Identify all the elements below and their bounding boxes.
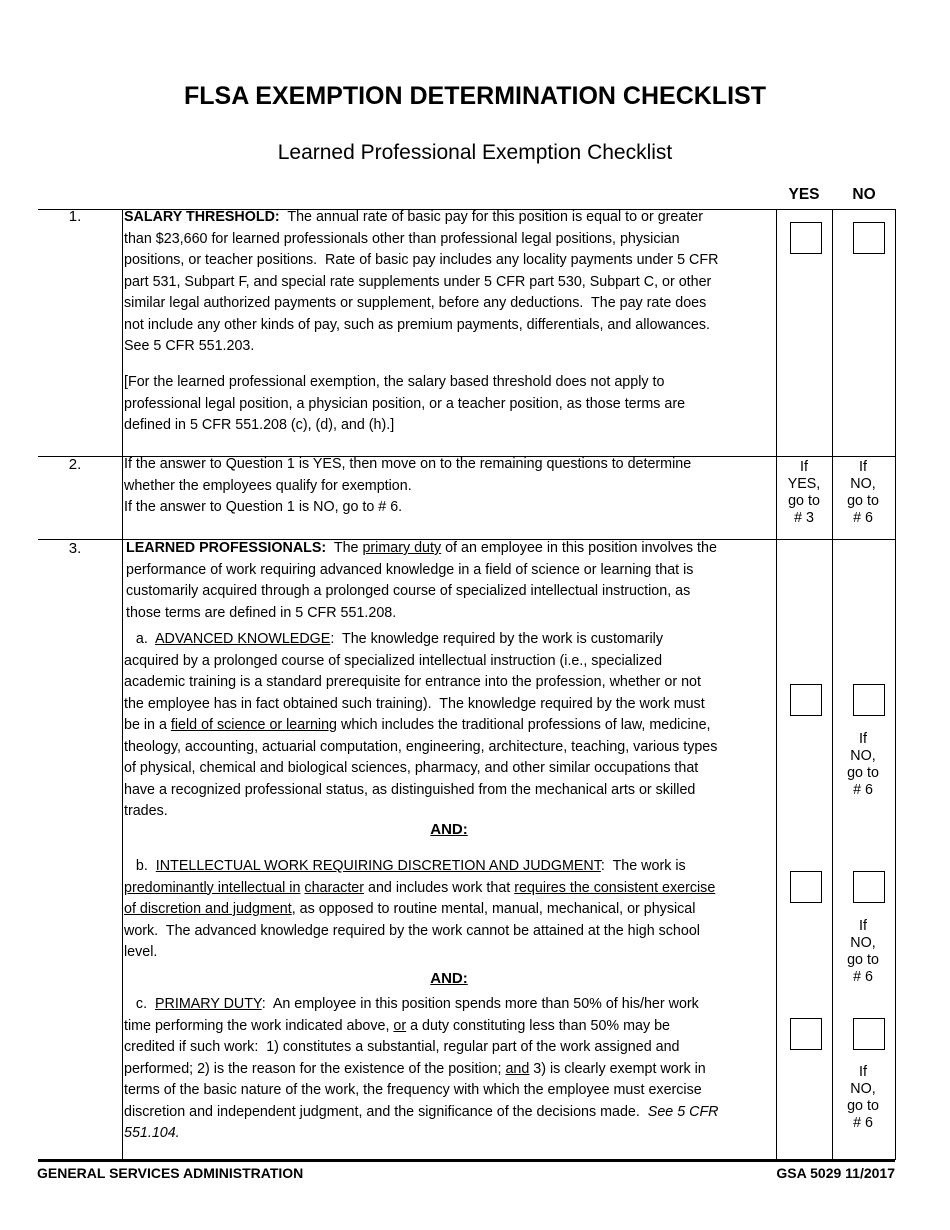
no-column-header: NO xyxy=(852,186,876,203)
text-line xyxy=(124,672,717,694)
row-number: 2. xyxy=(68,456,82,473)
q3b-yes-checkbox[interactable] xyxy=(790,871,822,903)
text-line xyxy=(126,538,717,560)
underlined-term: field of science or learning xyxy=(170,717,338,733)
text-line xyxy=(124,1037,719,1059)
underlined-term: INTELLECTUAL WORK REQUIRING DISCRETION AND JUDGMENT xyxy=(155,858,601,874)
q3a-yes-checkbox[interactable] xyxy=(790,684,822,716)
q1-salary-threshold-text xyxy=(124,207,718,358)
text-segment: level. xyxy=(124,944,158,960)
q3a-no-goto-note: If NO, go to # 6 xyxy=(847,731,879,798)
underlined-term: character xyxy=(304,879,365,896)
text-line xyxy=(124,878,715,900)
underlined-term: primary duty xyxy=(362,540,442,556)
text-line xyxy=(126,603,717,625)
footer-form-id: GSA 5029 11/2017 xyxy=(776,1165,895,1181)
text-segment: not include any other kinds of pay, such as premium payments, differentials, and allowances. xyxy=(124,316,710,333)
text-segment: c. xyxy=(124,996,155,1012)
text-segment: customarily acquired through a prolonged course of specialized intellectual instruction, as xyxy=(126,583,691,599)
q2-yes-goto-note: If YES, go to # 3 xyxy=(787,459,821,526)
text-line xyxy=(124,1059,719,1081)
text-line xyxy=(124,1102,719,1124)
q3c-yes-checkbox[interactable] xyxy=(790,1018,822,1050)
footer-agency: GENERAL SERVICES ADMINISTRATION xyxy=(37,1165,304,1181)
text-line xyxy=(124,715,717,737)
text-line xyxy=(124,758,717,780)
q3c-no-checkbox[interactable] xyxy=(853,1018,885,1050)
underlined-term: or xyxy=(393,1017,407,1034)
underlined-term: predominantly intellectual in xyxy=(124,879,301,896)
bold-heading: SALARY THRESHOLD: xyxy=(124,209,280,225)
text-line xyxy=(126,581,717,603)
text-segment: theology, accounting, actuarial computation, engineering, architecture, teaching, various types xyxy=(124,738,718,755)
text-segment: professional legal position, a physician position, or a teacher position, as those terms are xyxy=(124,395,686,412)
text-line xyxy=(124,994,719,1016)
text-line xyxy=(124,415,685,437)
text-segment: acquired by a prolonged course of specialized intellectual instruction (i.e., specialized xyxy=(124,652,663,669)
text-segment: See 5 CFR 551.203. xyxy=(124,338,255,354)
text-segment: have a recognized professional status, as distinguished from the mechanical arts or skilled xyxy=(124,781,696,798)
text-segment: time performing the work indicated above, xyxy=(124,1017,394,1034)
q1-note-text xyxy=(124,372,685,437)
text-segment: defined in 5 CFR 551.208 (c), (d), and (h).] xyxy=(124,417,395,433)
q2-instructions-text xyxy=(124,454,691,519)
row-number: 3. xyxy=(68,540,82,557)
underlined-term: of discretion and judgment xyxy=(124,901,292,917)
q1-no-checkbox[interactable] xyxy=(853,222,885,254)
text-line xyxy=(124,293,718,315)
q3b-no-goto-note: If NO, go to # 6 xyxy=(847,918,879,985)
document-title: FLSA EXEMPTION DETERMINATION CHECKLIST xyxy=(184,82,766,110)
text-segment: part 531, Subpart F, and special rate supplements under 5 CFR part 530, Subpart C, or other xyxy=(124,273,712,290)
text-line xyxy=(124,454,691,476)
text-line xyxy=(124,942,715,964)
text-segment: than $23,660 for learned professionals other than professional legal positions, physician xyxy=(124,230,680,247)
q3a-no-checkbox[interactable] xyxy=(853,684,885,716)
text-line xyxy=(124,899,715,921)
text-line xyxy=(124,229,718,251)
underlined-term: PRIMARY DUTY xyxy=(154,996,262,1012)
text-segment: : An employee in this position spends more than 50% of his/her work xyxy=(261,996,699,1012)
italic-citation: See 5 CFR xyxy=(647,1103,719,1120)
text-segment: which includes the traditional professions of law, medicine, xyxy=(337,717,711,733)
text-segment: 3) is clearly exempt work in xyxy=(529,1060,706,1077)
text-line xyxy=(124,1016,719,1038)
text-segment: of an employee in this position involves the xyxy=(441,540,717,556)
italic-citation: 551.104. xyxy=(124,1125,180,1141)
underlined-term: requires the consistent exercise xyxy=(514,879,716,896)
column-divider xyxy=(776,209,777,1160)
q3-learned-professionals-text xyxy=(126,538,717,624)
column-divider xyxy=(895,209,896,1160)
text-segment: , as opposed to routine mental, manual, mechanical, or physical xyxy=(291,901,696,917)
text-segment: academic training is a standard prerequisite for entrance into the profession, whether or not xyxy=(124,674,701,690)
text-line xyxy=(124,250,718,272)
text-segment: positions, or teacher positions. Rate of basic pay includes any locality payments under 5 CFR xyxy=(124,252,719,268)
text-line xyxy=(124,497,691,519)
yes-column-header: YES xyxy=(788,186,820,203)
underlined-term: and xyxy=(505,1060,530,1077)
and-connector: AND: xyxy=(430,970,468,987)
text-line xyxy=(124,394,685,416)
q3c-no-goto-note: If NO, go to # 6 xyxy=(847,1064,879,1131)
text-segment: b. xyxy=(124,858,156,874)
q2-no-goto-note: If NO, go to # 6 xyxy=(847,459,879,526)
text-line xyxy=(124,780,717,802)
text-segment: similar legal authorized payments or supplement, before any deductions. The pay rate does xyxy=(124,295,707,311)
document-subtitle: Learned Professional Exemption Checklist xyxy=(277,141,673,164)
text-line xyxy=(124,315,718,337)
row-number: 1. xyxy=(68,208,82,225)
text-line xyxy=(124,336,718,358)
text-line xyxy=(124,629,717,651)
q3a-advanced-knowledge-text xyxy=(124,629,717,823)
text-segment: be in a xyxy=(124,717,171,733)
text-segment: performance of work requiring advanced knowledge in a field of science or learning that is xyxy=(126,561,694,578)
and-connector: AND: xyxy=(430,821,468,838)
text-line xyxy=(124,207,718,229)
text-segment: If the answer to Question 1 is YES, then move on to the remaining questions to determine xyxy=(124,456,692,472)
text-line xyxy=(124,1080,719,1102)
text-line xyxy=(124,1123,719,1145)
text-segment: : The work is xyxy=(600,858,686,874)
text-segment: discretion and independent judgment, and the significance of the decisions made. xyxy=(124,1103,648,1120)
text-segment: The xyxy=(326,540,363,556)
text-segment: a. xyxy=(124,631,155,647)
text-segment: the employee has in fact obtained such training). The knowledge required by the work must xyxy=(124,695,705,712)
text-segment: and includes work that xyxy=(364,879,515,896)
text-line xyxy=(124,921,715,943)
text-segment: work. The advanced knowledge required by the work cannot be attained at the high school xyxy=(124,922,700,939)
text-segment: [For the learned professional exemption, the salary based threshold does not apply to xyxy=(124,374,665,390)
text-segment: whether the employees qualify for exemption. xyxy=(124,477,412,494)
footer-rule xyxy=(38,1159,895,1162)
text-segment: : The knowledge required by the work is customarily xyxy=(330,631,664,647)
text-line xyxy=(126,560,717,582)
text-segment: a duty constituting less than 50% may be xyxy=(406,1017,670,1034)
text-segment: If the answer to Question 1 is NO, go to # 6. xyxy=(124,499,403,515)
underlined-term: ADVANCED KNOWLEDGE xyxy=(155,631,331,647)
text-line xyxy=(124,476,691,498)
text-segment: credited if such work: 1) constitutes a substantial, regular part of the work assigned and xyxy=(124,1039,680,1055)
text-line xyxy=(124,737,717,759)
text-segment: trades. xyxy=(124,803,168,819)
text-line xyxy=(124,372,685,394)
text-segment: of physical, chemical and biological sciences, pharmacy, and other similar occupations that xyxy=(124,760,699,776)
text-line xyxy=(124,856,715,878)
text-line xyxy=(124,272,718,294)
text-segment: those terms are defined in 5 CFR 551.208. xyxy=(126,604,397,621)
text-line xyxy=(124,801,717,823)
q1-yes-checkbox[interactable] xyxy=(790,222,822,254)
text-segment: terms of the basic nature of the work, the frequency with which the employee must exercise xyxy=(124,1082,702,1098)
q3b-no-checkbox[interactable] xyxy=(853,871,885,903)
q3b-intellectual-work-text xyxy=(124,856,715,964)
q3c-primary-duty-text xyxy=(124,994,719,1145)
text-line xyxy=(124,651,717,673)
column-divider xyxy=(832,209,833,1160)
bold-heading: LEARNED PROFESSIONALS: xyxy=(126,540,327,556)
text-segment: performed; 2) is the reason for the existence of the position; xyxy=(124,1060,506,1077)
text-line xyxy=(124,694,717,716)
column-divider xyxy=(122,209,123,1160)
text-segment: The annual rate of basic pay for this position is equal to or greater xyxy=(279,209,704,225)
